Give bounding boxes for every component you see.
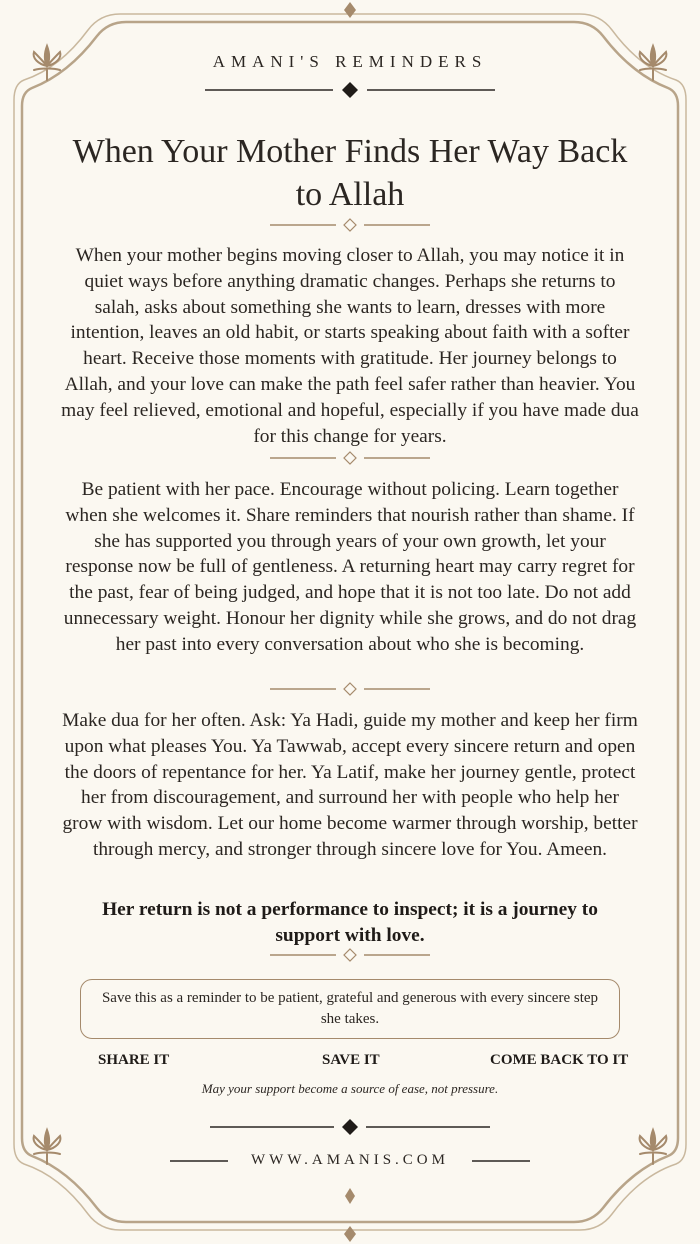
brand-name: AMANI'S REMINDERS bbox=[212, 52, 488, 71]
diamond-icon bbox=[344, 452, 356, 464]
website-link[interactable]: WWW.AMANIS.COM bbox=[251, 1152, 449, 1168]
section-divider bbox=[270, 948, 430, 962]
tagline: May your support become a source of ease, not pressure. bbox=[201, 1081, 499, 1096]
paragraph-patience: Be patient with her pace. Encourage without policing. Learn together when she welcomes it. Share reminders that nourish rather than shame. If she has supported you through years of your own growth, let your response now be full of gentleness. A returning heart may carry regret for the past, fear of being judged, and hope that it is not too late. Do not add unnecessary weight. Honour her dignity while she grows, and do not drag her past into every conversation about who she is becoming. bbox=[63, 479, 637, 655]
diamond-icon bbox=[344, 683, 356, 695]
diamond-icon bbox=[342, 82, 358, 98]
section-divider bbox=[270, 451, 430, 465]
paragraph-intro: When your mother begins moving closer to Allah, you may notice it in quiet ways before anything dramatic changes. Perhaps she returns to salah, asks about something she wants to learn, dresses with more intention, leaves an old habit, or starts speaking about faith with a softer heart. Receive those moments with gratitude. Her journey belongs to Allah, and your love can make the path feel safer rather than heavier. You may feel relieved, emotional and hopeful, especially if you have made dua for this change for years. bbox=[61, 245, 639, 447]
closing-statement: Her return is not a performance to inspect; it is a journey to support with love. bbox=[102, 899, 598, 946]
section-divider bbox=[270, 218, 430, 232]
diamond-icon bbox=[342, 1119, 358, 1135]
diamond-icon bbox=[344, 219, 356, 231]
footer-divider bbox=[210, 1116, 490, 1138]
action-row bbox=[60, 1052, 640, 1072]
brand-divider bbox=[205, 78, 495, 102]
save-button[interactable]: SAVE IT bbox=[322, 1052, 380, 1068]
come-back-button[interactable]: COME BACK TO IT bbox=[490, 1052, 629, 1068]
diamond-icon bbox=[344, 949, 356, 961]
share-button[interactable]: SHARE IT bbox=[98, 1052, 170, 1068]
page-title: When Your Mother Finds Her Way Back to Allah bbox=[72, 133, 628, 213]
paragraph-dua: Make dua for her often. Ask: Ya Hadi, guide my mother and keep her firm upon what pleases You. Ya Tawwab, accept every sincere return and open the doors of repentance for her. Ya Latif, make her journey gentle, protect her from discouragement, and surround her with people who help her grow with wisdom. Let our home become warmer through worship, better through mercy, and stronger through sincere love for You. Ameen. bbox=[62, 710, 638, 860]
save-reminder-text: Save this as a reminder to be patient, grateful and generous with every sincere step she takes. bbox=[101, 990, 599, 1027]
section-divider bbox=[270, 682, 430, 696]
save-reminder-box bbox=[80, 979, 620, 1039]
